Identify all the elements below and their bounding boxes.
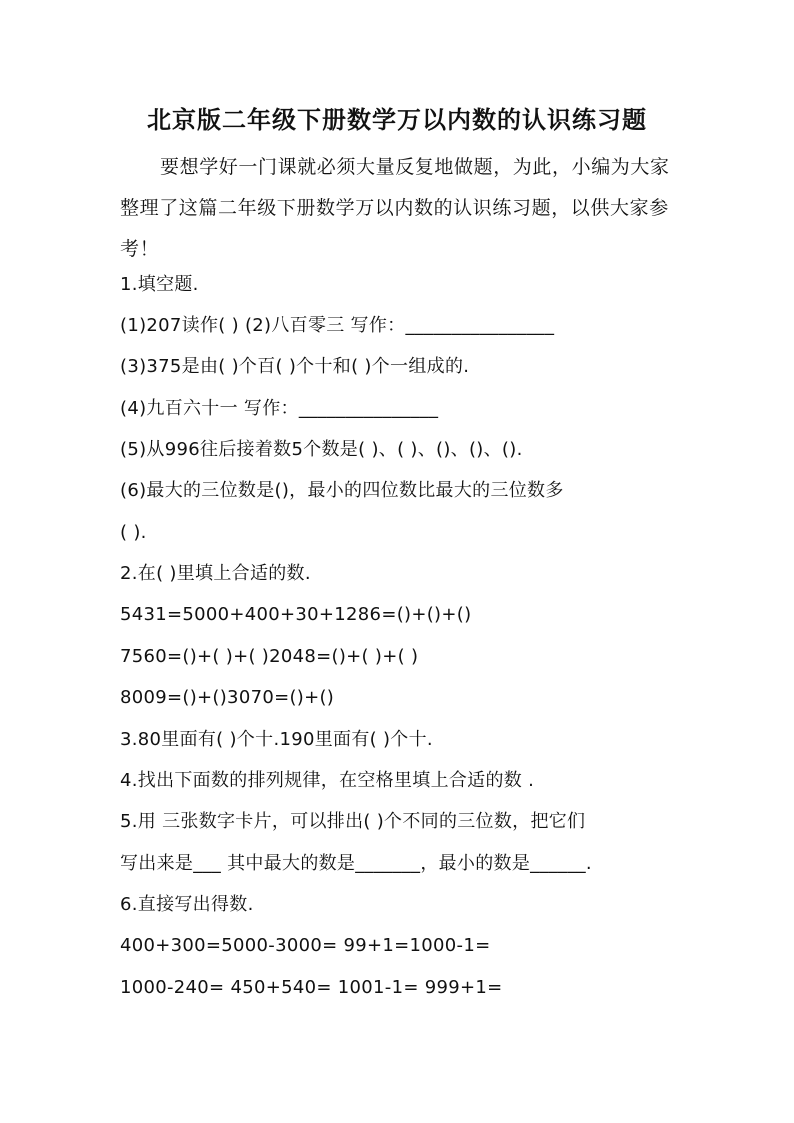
question-line: (4)九百六十一 写作：_______________: [120, 398, 439, 419]
section-heading: 2.在( )里填上合适的数.: [120, 563, 311, 584]
question-line: (1)207读作( ) (2)八百零三 写作：________________: [120, 315, 555, 336]
section-heading: 1.填空题.: [120, 274, 199, 295]
section-heading: 6.直接写出得数.: [120, 894, 254, 915]
question-line: 4.找出下面数的排列规律，在空格里填上合适的数 .: [120, 770, 535, 791]
question-line: 5.用 三张数字卡片，可以排出( )个不同的三位数，把它们: [120, 811, 586, 832]
question-line: (6)最大的三位数是()，最小的四位数比最大的三位数多: [120, 480, 564, 501]
document-title: 北京版二年级下册数学万以内数的认识练习题: [147, 105, 647, 134]
equation-line: 7560=()+( )+( )2048=()+( )+( ): [120, 646, 419, 667]
equation-line: 5431=5000+400+30+1286=()+()+(): [120, 604, 472, 625]
intro-paragraph: 要想学好一门课就必须大量反复地做题，为此，小编为大家整理了这篇二年级下册数学万以内数的认识练习题，以供大家参考！: [120, 156, 670, 260]
question-line: 写出来是___ 其中最大的数是_______，最小的数是______.: [120, 853, 592, 874]
question-line: (3)375是由( )个百( )个十和( )个一组成的.: [120, 356, 470, 377]
equation-line: 1000-240= 450+540= 1001-1= 999+1=: [120, 977, 503, 998]
equation-line: 8009=()+()3070=()+(): [120, 687, 335, 708]
question-line: ( ).: [120, 522, 147, 543]
question-line: 3.80里面有( )个十.190里面有( )个十.: [120, 729, 433, 750]
equation-line: 400+300=5000-3000= 99+1=1000-1=: [120, 935, 491, 956]
question-line: (5)从996往后接着数5个数是( )、( )、()、()、().: [120, 439, 523, 460]
